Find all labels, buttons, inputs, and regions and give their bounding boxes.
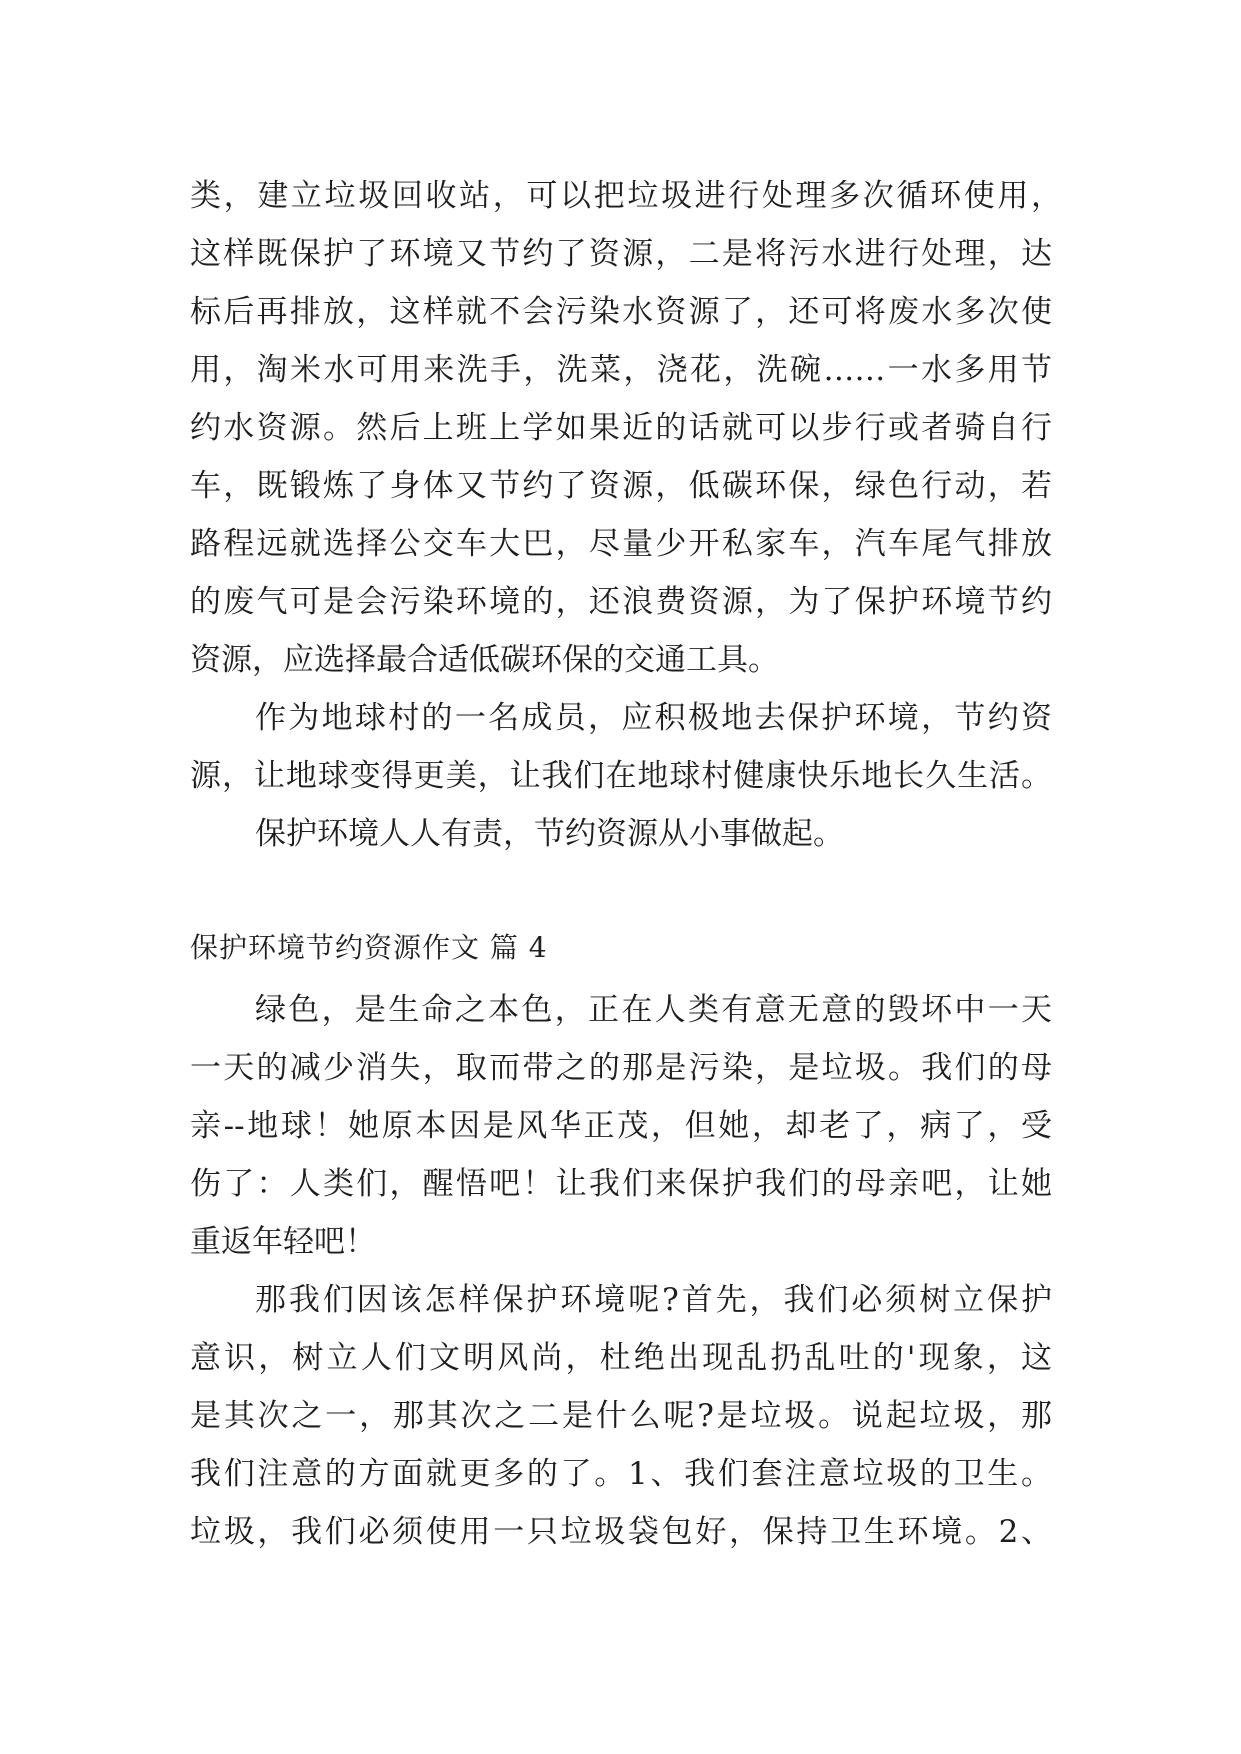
text-line: 垃圾，我们必须使用一只垃圾袋包好，保持卫生环境。2、 [190, 1514, 1052, 1550]
text-line: 亲--地球！她原本因是风华正茂，但她，却老了，病了，受 [190, 1108, 1052, 1144]
text-line: 资源，应选择最合适低碳环保的交通工具。 [190, 642, 779, 678]
text-line: 重返年轻吧！ [190, 1224, 376, 1260]
text-line: 作为地球村的一名成员，应积极地去保护环境，节约资 [255, 700, 1052, 736]
text-line: 伤了：人类们，醒悟吧！让我们来保护我们的母亲吧，让她 [190, 1166, 1052, 1202]
text-line: 车，既锻炼了身体又节约了资源，低碳环保，绿色行动，若 [190, 468, 1052, 504]
text-line: 意识，树立人们文明风尚，杜绝出现乱扔乱吐的'现象，这 [190, 1340, 1052, 1376]
text-line: 我们注意的方面就更多的了。1、我们套注意垃圾的卫生。 [190, 1456, 1052, 1492]
text-line: 是其次之一，那其次之二是什么呢?是垃圾。说起垃圾，那 [190, 1398, 1052, 1434]
text-line: 这样既保护了环境又节约了资源，二是将污水进行处理，达 [190, 236, 1052, 272]
text-line: 绿色，是生命之本色，正在人类有意无意的毁坏中一天 [255, 992, 1052, 1028]
text-line: 标后再排放，这样就不会污染水资源了，还可将废水多次使 [190, 294, 1052, 330]
text-line: 保护环境人人有责，节约资源从小事做起。 [255, 816, 844, 852]
text-line: 用，淘米水可用来洗手，洗菜，浇花，洗碗……一水多用节 [190, 352, 1052, 388]
text-line: 源，让地球变得更美，让我们在地球村健康快乐地长久生活。 [190, 758, 1052, 794]
text-line: 的废气可是会污染环境的，还浪费资源，为了保护环境节约 [190, 584, 1052, 620]
text-line: 路程远就选择公交车大巴，尽量少开私家车，汽车尾气排放 [190, 526, 1052, 562]
text-line: 一天的减少消失，取而带之的那是污染，是垃圾。我们的母 [190, 1050, 1052, 1086]
text-line: 那我们因该怎样保护环境呢?首先，我们必须树立保护 [255, 1282, 1052, 1318]
section-heading: 保护环境节约资源作文 篇 4 [190, 931, 548, 964]
text-line: 类，建立垃圾回收站，可以把垃圾进行处理多次循环使用， [190, 178, 1062, 214]
text-line: 约水资源。然后上班上学如果近的话就可以步行或者骑自行 [190, 410, 1052, 446]
